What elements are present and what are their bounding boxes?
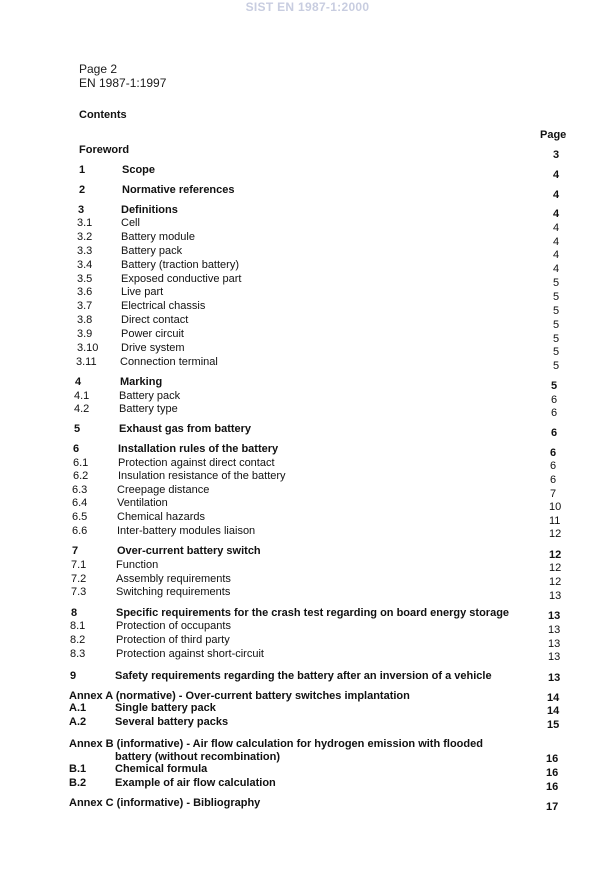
- toc-number: 8.1: [70, 620, 86, 632]
- toc-number: 3.4: [77, 259, 93, 271]
- toc-page: 6: [550, 460, 557, 472]
- toc-heading: Foreword: [79, 144, 130, 156]
- toc-page: 4: [553, 189, 560, 201]
- toc-title: Marking: [120, 376, 163, 388]
- toc-page: 6: [551, 407, 558, 419]
- toc-page: 5: [553, 360, 560, 372]
- page-number-label: Page 2: [79, 62, 118, 76]
- toc-number: 3.10: [77, 342, 99, 354]
- toc-number: 7.2: [71, 573, 87, 585]
- toc-page: 5: [553, 346, 560, 358]
- toc-page: 13: [548, 672, 561, 684]
- toc-number: 3.11: [76, 356, 97, 368]
- toc-number: 3.8: [77, 314, 93, 326]
- toc-title: Chemical hazards: [117, 511, 206, 523]
- toc-number: 8.3: [70, 648, 86, 660]
- page-column-header: Page: [540, 129, 567, 141]
- toc-number: 4.2: [74, 403, 90, 415]
- toc-title: Exposed conductive part: [121, 273, 242, 285]
- toc-number: 4.1: [74, 390, 90, 402]
- toc-title: Battery (traction battery): [121, 259, 239, 271]
- toc-title: Inter-battery modules liaison: [117, 525, 256, 537]
- toc-title: Protection against direct contact: [118, 457, 275, 469]
- toc-title: Single battery pack: [115, 702, 216, 714]
- toc-page: 5: [553, 333, 560, 345]
- toc-number: 7: [72, 545, 79, 557]
- toc-page: 13: [548, 624, 561, 636]
- toc-page: 6: [550, 447, 557, 459]
- toc-title: Power circuit: [121, 328, 184, 340]
- toc-page: 6: [551, 427, 558, 439]
- toc-title: Exhaust gas from battery: [119, 423, 252, 435]
- toc-page: 10: [549, 501, 562, 513]
- toc-number: 3.7: [77, 300, 93, 312]
- toc-page: 4: [553, 263, 560, 275]
- toc-page: 4: [553, 208, 560, 220]
- watermark: SIST EN 1987-1:2000: [245, 0, 370, 14]
- toc-number: 5: [74, 423, 81, 435]
- toc-page: 14: [547, 705, 560, 717]
- toc-number: A.2: [69, 716, 87, 728]
- toc-title: Battery module: [121, 231, 195, 243]
- toc-number: 7.1: [71, 559, 87, 571]
- toc-title: Battery pack: [119, 390, 181, 402]
- toc-title: Assembly requirements: [116, 573, 231, 585]
- toc-page: 4: [553, 169, 560, 181]
- toc-number: 3.3: [77, 245, 93, 257]
- toc-number: 6.6: [72, 525, 88, 537]
- toc-page: 6: [550, 474, 557, 486]
- toc-page: 13: [548, 638, 561, 650]
- toc-page: 16: [546, 767, 559, 779]
- toc-title: Definitions: [121, 204, 178, 216]
- toc-title: Electrical chassis: [121, 300, 206, 312]
- toc-number: 6: [73, 443, 80, 455]
- toc-title: Insulation resistance of the battery: [118, 470, 286, 482]
- toc-number: 3.9: [77, 328, 93, 340]
- toc-title: Safety requirements regarding the battery after an inversion of a vehicle: [115, 670, 492, 682]
- toc-title: Protection of third party: [116, 634, 230, 646]
- toc-title: Protection of occupants: [116, 620, 231, 632]
- contents-title: Contents: [79, 109, 127, 121]
- toc-page: 7: [550, 488, 557, 500]
- toc-number: 6.5: [72, 511, 88, 523]
- toc-page: 16: [546, 753, 559, 765]
- toc-title: Chemical formula: [115, 763, 208, 775]
- toc-title: Normative references: [122, 184, 235, 196]
- toc-number: B.2: [69, 777, 87, 789]
- document-id: EN 1987-1:1997: [79, 76, 167, 90]
- toc-page: 12: [549, 562, 562, 574]
- toc-number: 3.6: [77, 286, 93, 298]
- toc-title: Specific requirements for the crash test regarding on board energy storage: [116, 607, 510, 619]
- toc-title: Cell: [121, 217, 140, 229]
- toc-page: 13: [548, 651, 561, 663]
- toc-page: 14: [547, 692, 560, 704]
- toc-title: Creepage distance: [117, 484, 210, 496]
- toc-number: B.1: [69, 763, 87, 775]
- toc-number: 3: [78, 204, 85, 216]
- toc-title: Direct contact: [121, 314, 189, 326]
- toc-number: 9: [70, 670, 77, 682]
- toc-number: 8: [71, 607, 78, 619]
- toc-page: 5: [553, 291, 560, 303]
- toc-page: 12: [549, 549, 562, 561]
- toc-title: Installation rules of the battery: [118, 443, 279, 455]
- toc-title: Over-current battery switch: [117, 545, 261, 557]
- toc-number: 1: [79, 164, 86, 176]
- toc-page: 15: [547, 719, 560, 731]
- toc-title: Battery type: [119, 403, 178, 415]
- toc-title: Example of air flow calculation: [115, 777, 276, 789]
- toc-page: 5: [553, 305, 560, 317]
- toc-number: 3.1: [77, 217, 93, 229]
- toc-number: 3.2: [77, 231, 93, 243]
- toc-title: Protection against short-circuit: [116, 648, 264, 660]
- toc-page: 16: [546, 781, 559, 793]
- toc-number: 6.4: [72, 497, 88, 509]
- toc-title: Switching requirements: [116, 586, 231, 598]
- toc-title: Ventilation: [117, 497, 168, 509]
- toc-page: 17: [546, 801, 559, 813]
- toc-number: 6.1: [73, 457, 89, 469]
- toc-number: 2: [79, 184, 86, 196]
- toc-page: 5: [553, 319, 560, 331]
- toc-number: A.1: [69, 702, 87, 714]
- toc-title: Connection terminal: [120, 356, 218, 368]
- toc-number: 8.2: [70, 634, 86, 646]
- toc-page: 13: [548, 610, 561, 622]
- toc-number: 6.3: [72, 484, 88, 496]
- toc-title: Several battery packs: [115, 716, 229, 728]
- toc-title: Function: [116, 559, 159, 571]
- toc-title: Battery pack: [121, 245, 183, 257]
- toc-page: 5: [551, 380, 558, 392]
- toc-heading: Annex A (normative) - Over-current battery switches implantation: [69, 690, 410, 702]
- toc-number: 3.5: [77, 273, 93, 285]
- toc-page: 11: [549, 515, 561, 527]
- toc-heading: Annex B (informative) - Air flow calculation for hydrogen emission with flooded: [69, 738, 483, 750]
- toc-title: Scope: [122, 164, 156, 176]
- toc-number: 7.3: [71, 586, 87, 598]
- toc-page: 3: [553, 149, 560, 161]
- toc-page: 4: [553, 249, 560, 261]
- toc-title: Drive system: [121, 342, 185, 354]
- toc-page: 4: [553, 236, 560, 248]
- toc-page: 6: [551, 394, 558, 406]
- toc-title: battery (without recombination): [115, 751, 280, 763]
- toc-page: 12: [549, 528, 562, 540]
- toc-page: 4: [553, 222, 560, 234]
- toc-page: 5: [553, 277, 560, 289]
- toc-number: 6.2: [73, 470, 89, 482]
- toc-page: 13: [549, 590, 562, 602]
- toc-heading: Annex C (informative) - Bibliography: [69, 797, 261, 809]
- toc-title: Live part: [121, 286, 164, 298]
- toc-number: 4: [75, 376, 82, 388]
- toc-page: 12: [549, 576, 562, 588]
